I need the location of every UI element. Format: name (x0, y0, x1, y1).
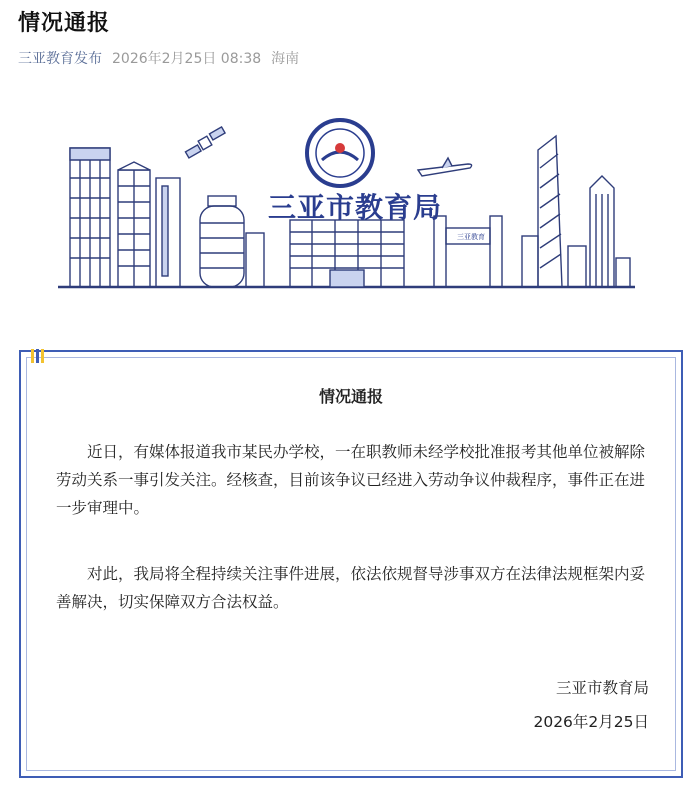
notice-card (19, 350, 683, 778)
author-link[interactable]: 三亚教育发布 (18, 51, 102, 67)
notice-paragraph-1: 近日，有媒体报道我市某民办学校，一在职教师未经学校批准报考其他单位被解除劳动关系一事引发关注。经核查，目前该争议已经进入劳动争议仲裁程序，事件正在进一步审理中。 (56, 443, 646, 517)
bureau-name: 三亚市教育局 (268, 191, 443, 224)
school-building (290, 220, 404, 287)
notice-heading: 情况通报 (318, 387, 383, 406)
article-title: 情况通报 (18, 11, 111, 36)
airplane-icon (418, 158, 472, 176)
publish-time: 2026年2月25日 08:38 (112, 51, 262, 67)
article-meta (18, 48, 299, 68)
corner-decoration (31, 349, 45, 363)
building-1 (70, 148, 110, 287)
building-2 (118, 162, 150, 287)
campus-gate (434, 216, 502, 287)
building-3 (156, 178, 180, 287)
signature-org: 三亚市教育局 (555, 679, 649, 697)
gate-sign: 三亚教育 (457, 234, 485, 241)
signature-date: 2026年2月25日 (533, 713, 649, 731)
publish-location: 海南 (271, 51, 300, 67)
bureau-logo (307, 120, 373, 186)
notice-paragraph-2: 对此，我局将全程持续关注事件进展，依法依规督导涉事双方在法律法规框架内妥善解决，切实保障双方合法权益。 (56, 565, 646, 611)
satellite-icon (185, 127, 225, 158)
building-4 (200, 196, 264, 287)
building-5 (538, 136, 562, 287)
